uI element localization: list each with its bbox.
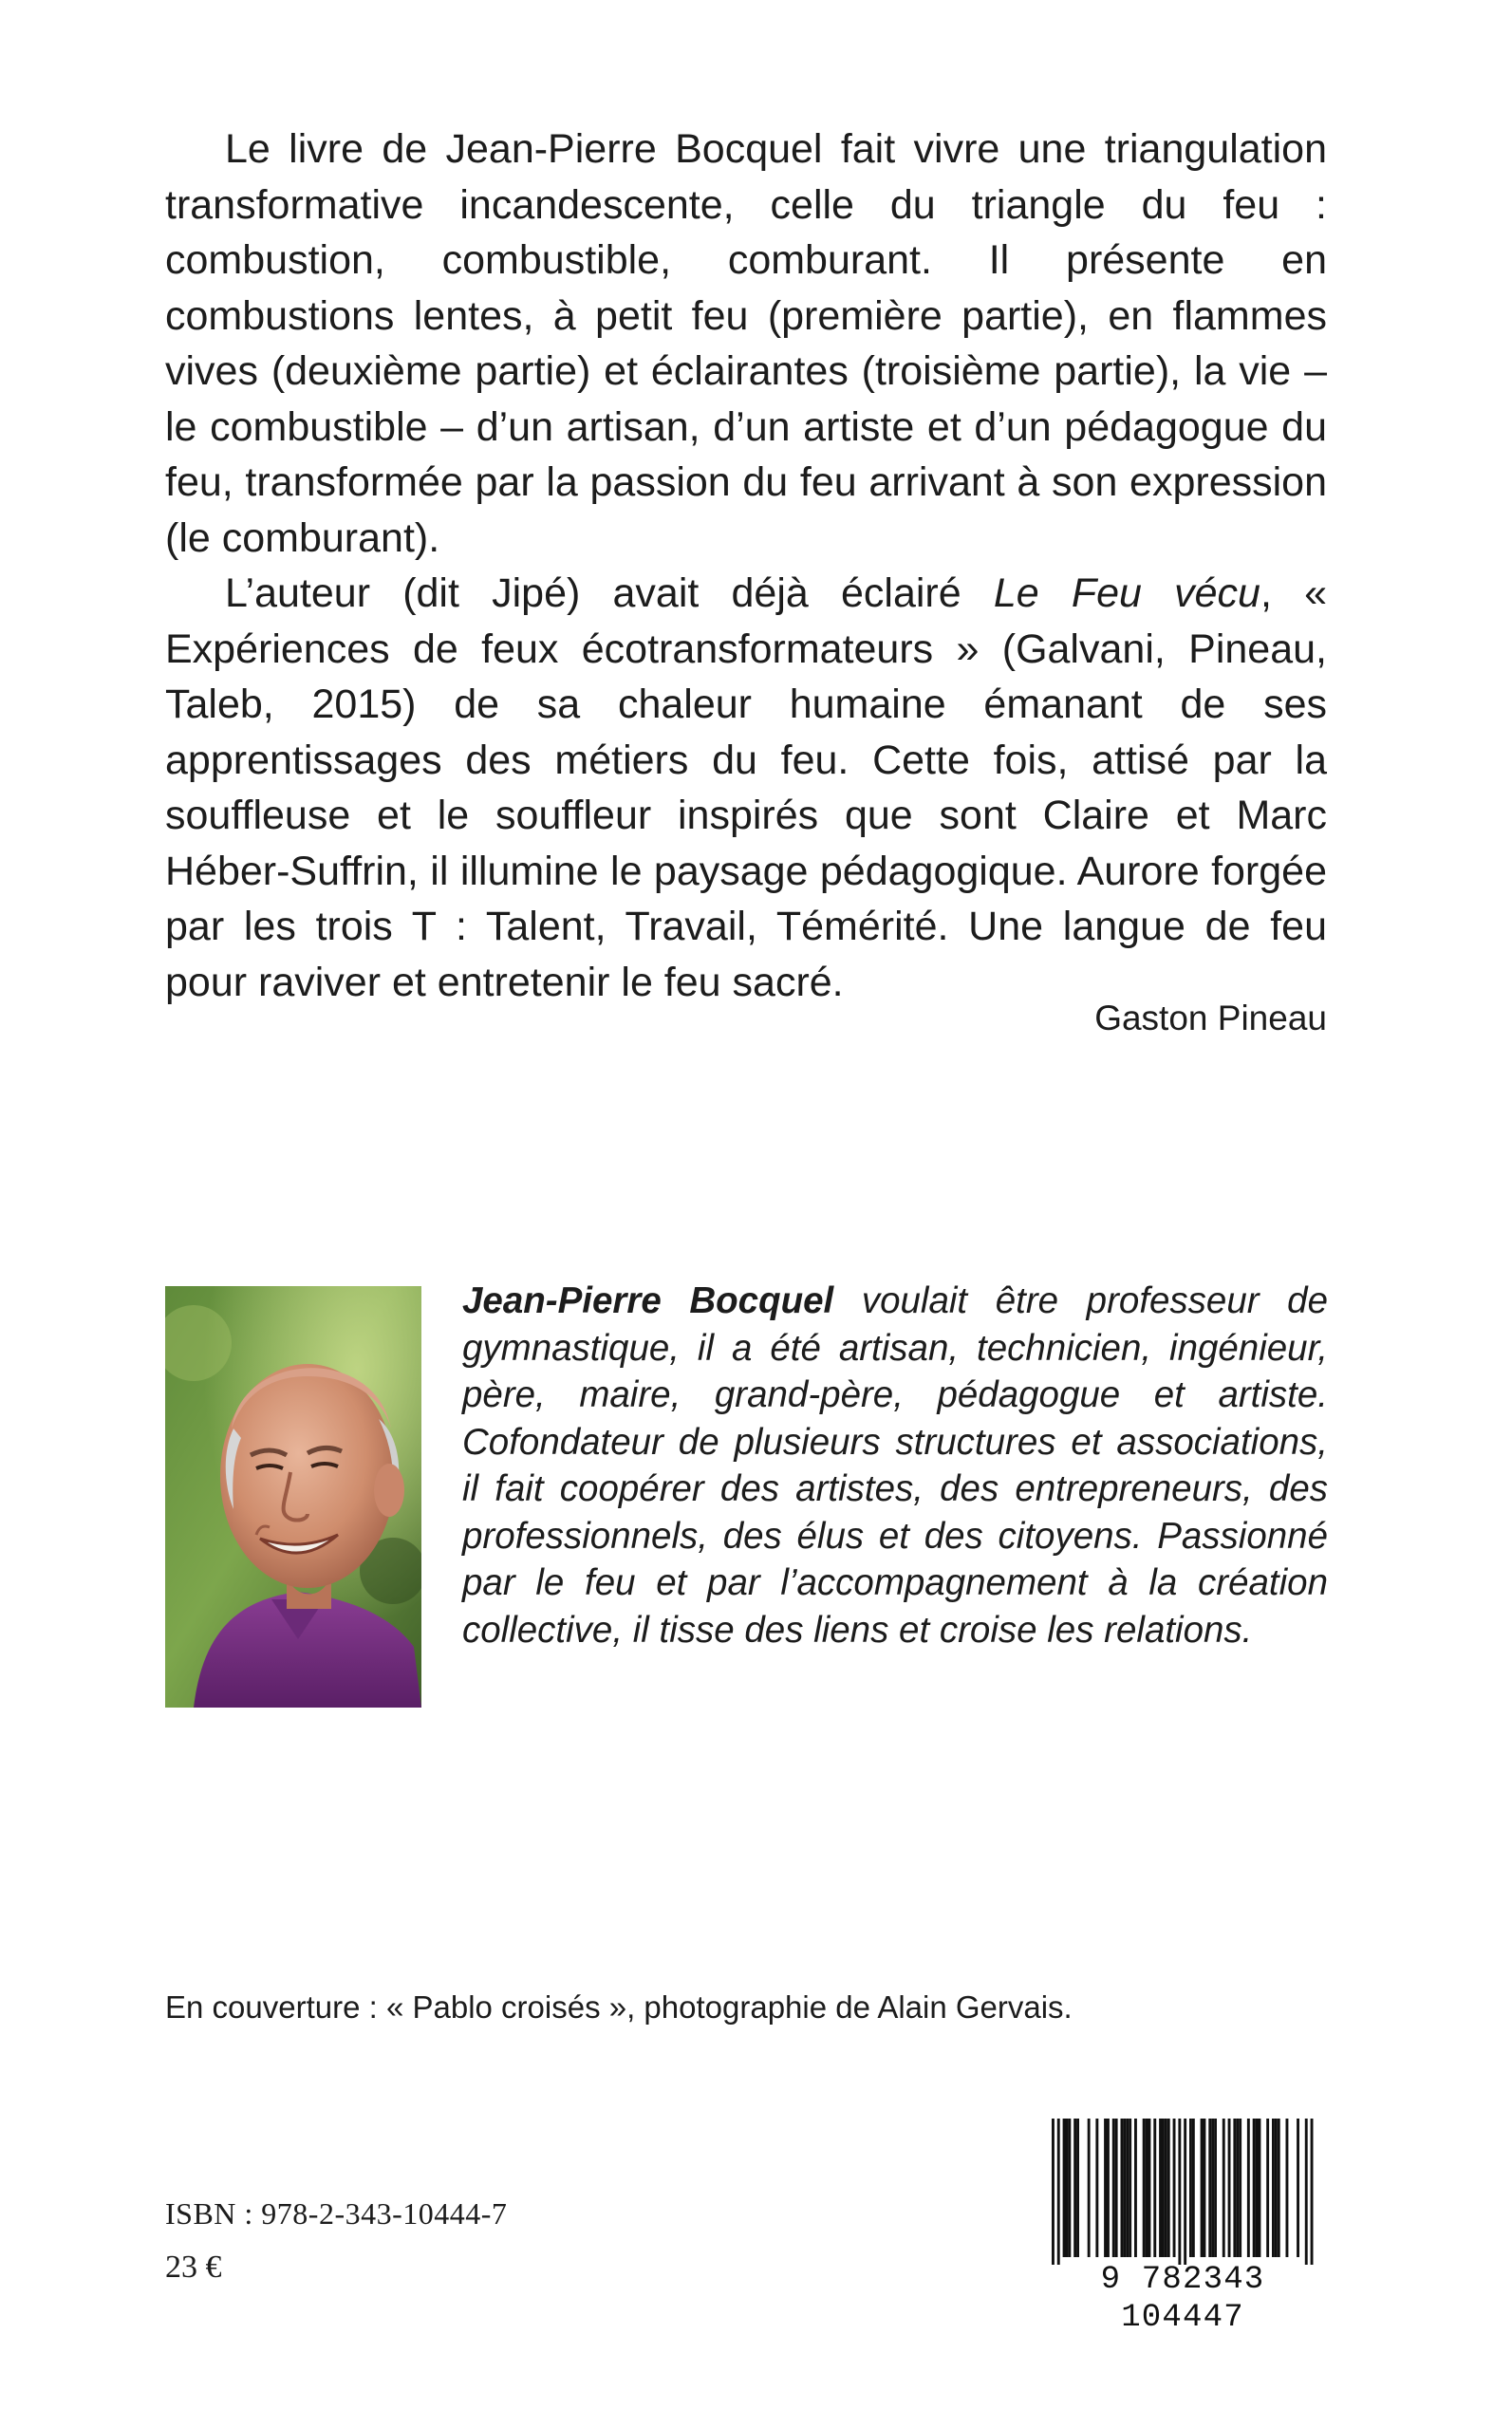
barcode-bar	[1126, 2119, 1129, 2257]
barcode-bar	[1275, 2119, 1278, 2257]
barcode-bar	[1204, 2119, 1206, 2257]
barcode-bar	[1247, 2119, 1250, 2257]
blurb-signature: Gaston Pineau	[1094, 999, 1327, 1037]
barcode-bar	[1129, 2119, 1131, 2257]
barcode-bar	[1148, 2119, 1151, 2257]
barcode-bar	[1201, 2119, 1204, 2257]
barcode-bar	[1123, 2119, 1126, 2257]
barcode-bar	[1063, 2119, 1066, 2257]
barcode-bar	[1066, 2119, 1069, 2257]
barcode-bar	[1192, 2119, 1195, 2257]
barcode-bar	[1115, 2119, 1118, 2257]
price: 23 €	[165, 2250, 222, 2285]
barcode-bar	[1239, 2119, 1241, 2257]
barcode-bar	[1095, 2119, 1098, 2257]
author-bio-text: voulait être professeur de gymnastique, il a été artisan, technicien, ingénieur, père, maire, grand-père, pédagogue et artiste. Cofondateur de plusieurs structures et associations, il fait coopérer des artistes, des entrepreneurs, des professionnels, des élus et des citoyens. Passionné par le feu et par l’accompagnement à la création collective, il tisse des liens et croise les relations.	[462, 1280, 1329, 1651]
barcode-bar	[1189, 2119, 1192, 2257]
barcode-bar	[1173, 2119, 1176, 2257]
barcode-bar	[1088, 2119, 1091, 2257]
blurb-paragraph-2	[165, 566, 1327, 1010]
barcode-bar	[1311, 2119, 1314, 2265]
barcode-bar	[1052, 2119, 1055, 2265]
barcode-bar	[1162, 2119, 1165, 2257]
barcode-bar	[1184, 2119, 1186, 2265]
isbn: ISBN : 978-2-343-10444-7	[165, 2196, 508, 2231]
barcode-bar	[1143, 2119, 1146, 2257]
barcode-bar	[1211, 2119, 1214, 2257]
blurb-paragraph-1: Le livre de Jean-Pierre Bocquel fait vivre une triangulation transformative incandescente, celle du triangle du feu : combustion, combustible, comburant. Il présente en combustions lentes, à petit feu (première partie), en flammes vives (deuxième partie) et éclairantes (troisième partie), la vie – le combustible – d’un artisan, d’un artiste et d’un pédagogue du feu, transformée par la passion du feu arrivant à son expression (le comburant).	[165, 126, 1327, 561]
barcode-bar	[1057, 2119, 1060, 2265]
barcode-digits: 9 782343 104447	[1100, 2262, 1265, 2336]
barcode-bar	[1165, 2119, 1167, 2257]
barcode-bar	[1159, 2119, 1162, 2257]
barcode-bar	[1286, 2119, 1289, 2257]
barcode-bar	[1297, 2119, 1299, 2257]
author-name: Jean-Pierre Bocquel	[462, 1280, 834, 1321]
back-cover-blurb	[165, 121, 1327, 1010]
author-photo	[165, 1286, 421, 1708]
barcode-bar	[1153, 2119, 1156, 2257]
cover-credit: En couverture : « Pablo croisés », photographie de Alain Gervais.	[165, 1989, 1073, 2025]
author-biography	[462, 1278, 1328, 1653]
barcode-bars	[1035, 2113, 1331, 2265]
blurb-paragraph-2-start: L’auteur (dit Jipé) avait déjà éclairé	[225, 570, 994, 616]
barcode-bar	[1073, 2119, 1076, 2257]
barcode-bar	[1256, 2119, 1259, 2257]
barcode-bar	[1278, 2119, 1280, 2257]
barcode-bar	[1068, 2119, 1071, 2257]
barcode	[1035, 2113, 1331, 2336]
barcode-bar	[1208, 2119, 1211, 2257]
barcode-bar	[1104, 2119, 1107, 2257]
barcode-bar	[1223, 2119, 1225, 2257]
barcode-bar	[1107, 2119, 1110, 2257]
barcode-bar	[1121, 2119, 1124, 2257]
barcode-bar	[1167, 2119, 1170, 2257]
barcode-bar	[1305, 2119, 1308, 2265]
barcode-bar	[1112, 2119, 1115, 2257]
barcode-bar	[1236, 2119, 1239, 2257]
barcode-bar	[1076, 2119, 1079, 2257]
barcode-bar	[1178, 2119, 1181, 2265]
cited-book-title: Le Feu vécu	[993, 570, 1260, 616]
barcode-bar	[1134, 2119, 1137, 2257]
barcode-bar	[1266, 2119, 1269, 2257]
barcode-bar	[1233, 2119, 1236, 2257]
barcode-bar	[1259, 2119, 1261, 2257]
barcode-bar	[1214, 2119, 1217, 2257]
barcode-bar	[1146, 2119, 1148, 2257]
barcode-bar	[1228, 2119, 1231, 2257]
blurb-paragraph-2-end: , « Expériences de feux écotransformateurs » (Galvani, Pineau, Taleb, 2015) de sa chaleur humaine émanant de ses apprentissages des métiers du feu. Cette fois, attisé par la souffleuse et le souffleur inspirés que sont Claire et Marc Héber-Suffrin, il illumine le paysage pédagogique. Aurore forgée par les trois T : Talent, Travail, Témérité. Une langue de feu pour raviver et entretenir le feu sacré.	[165, 570, 1327, 1005]
barcode-bar	[1272, 2119, 1275, 2257]
barcode-bar	[1253, 2119, 1256, 2257]
